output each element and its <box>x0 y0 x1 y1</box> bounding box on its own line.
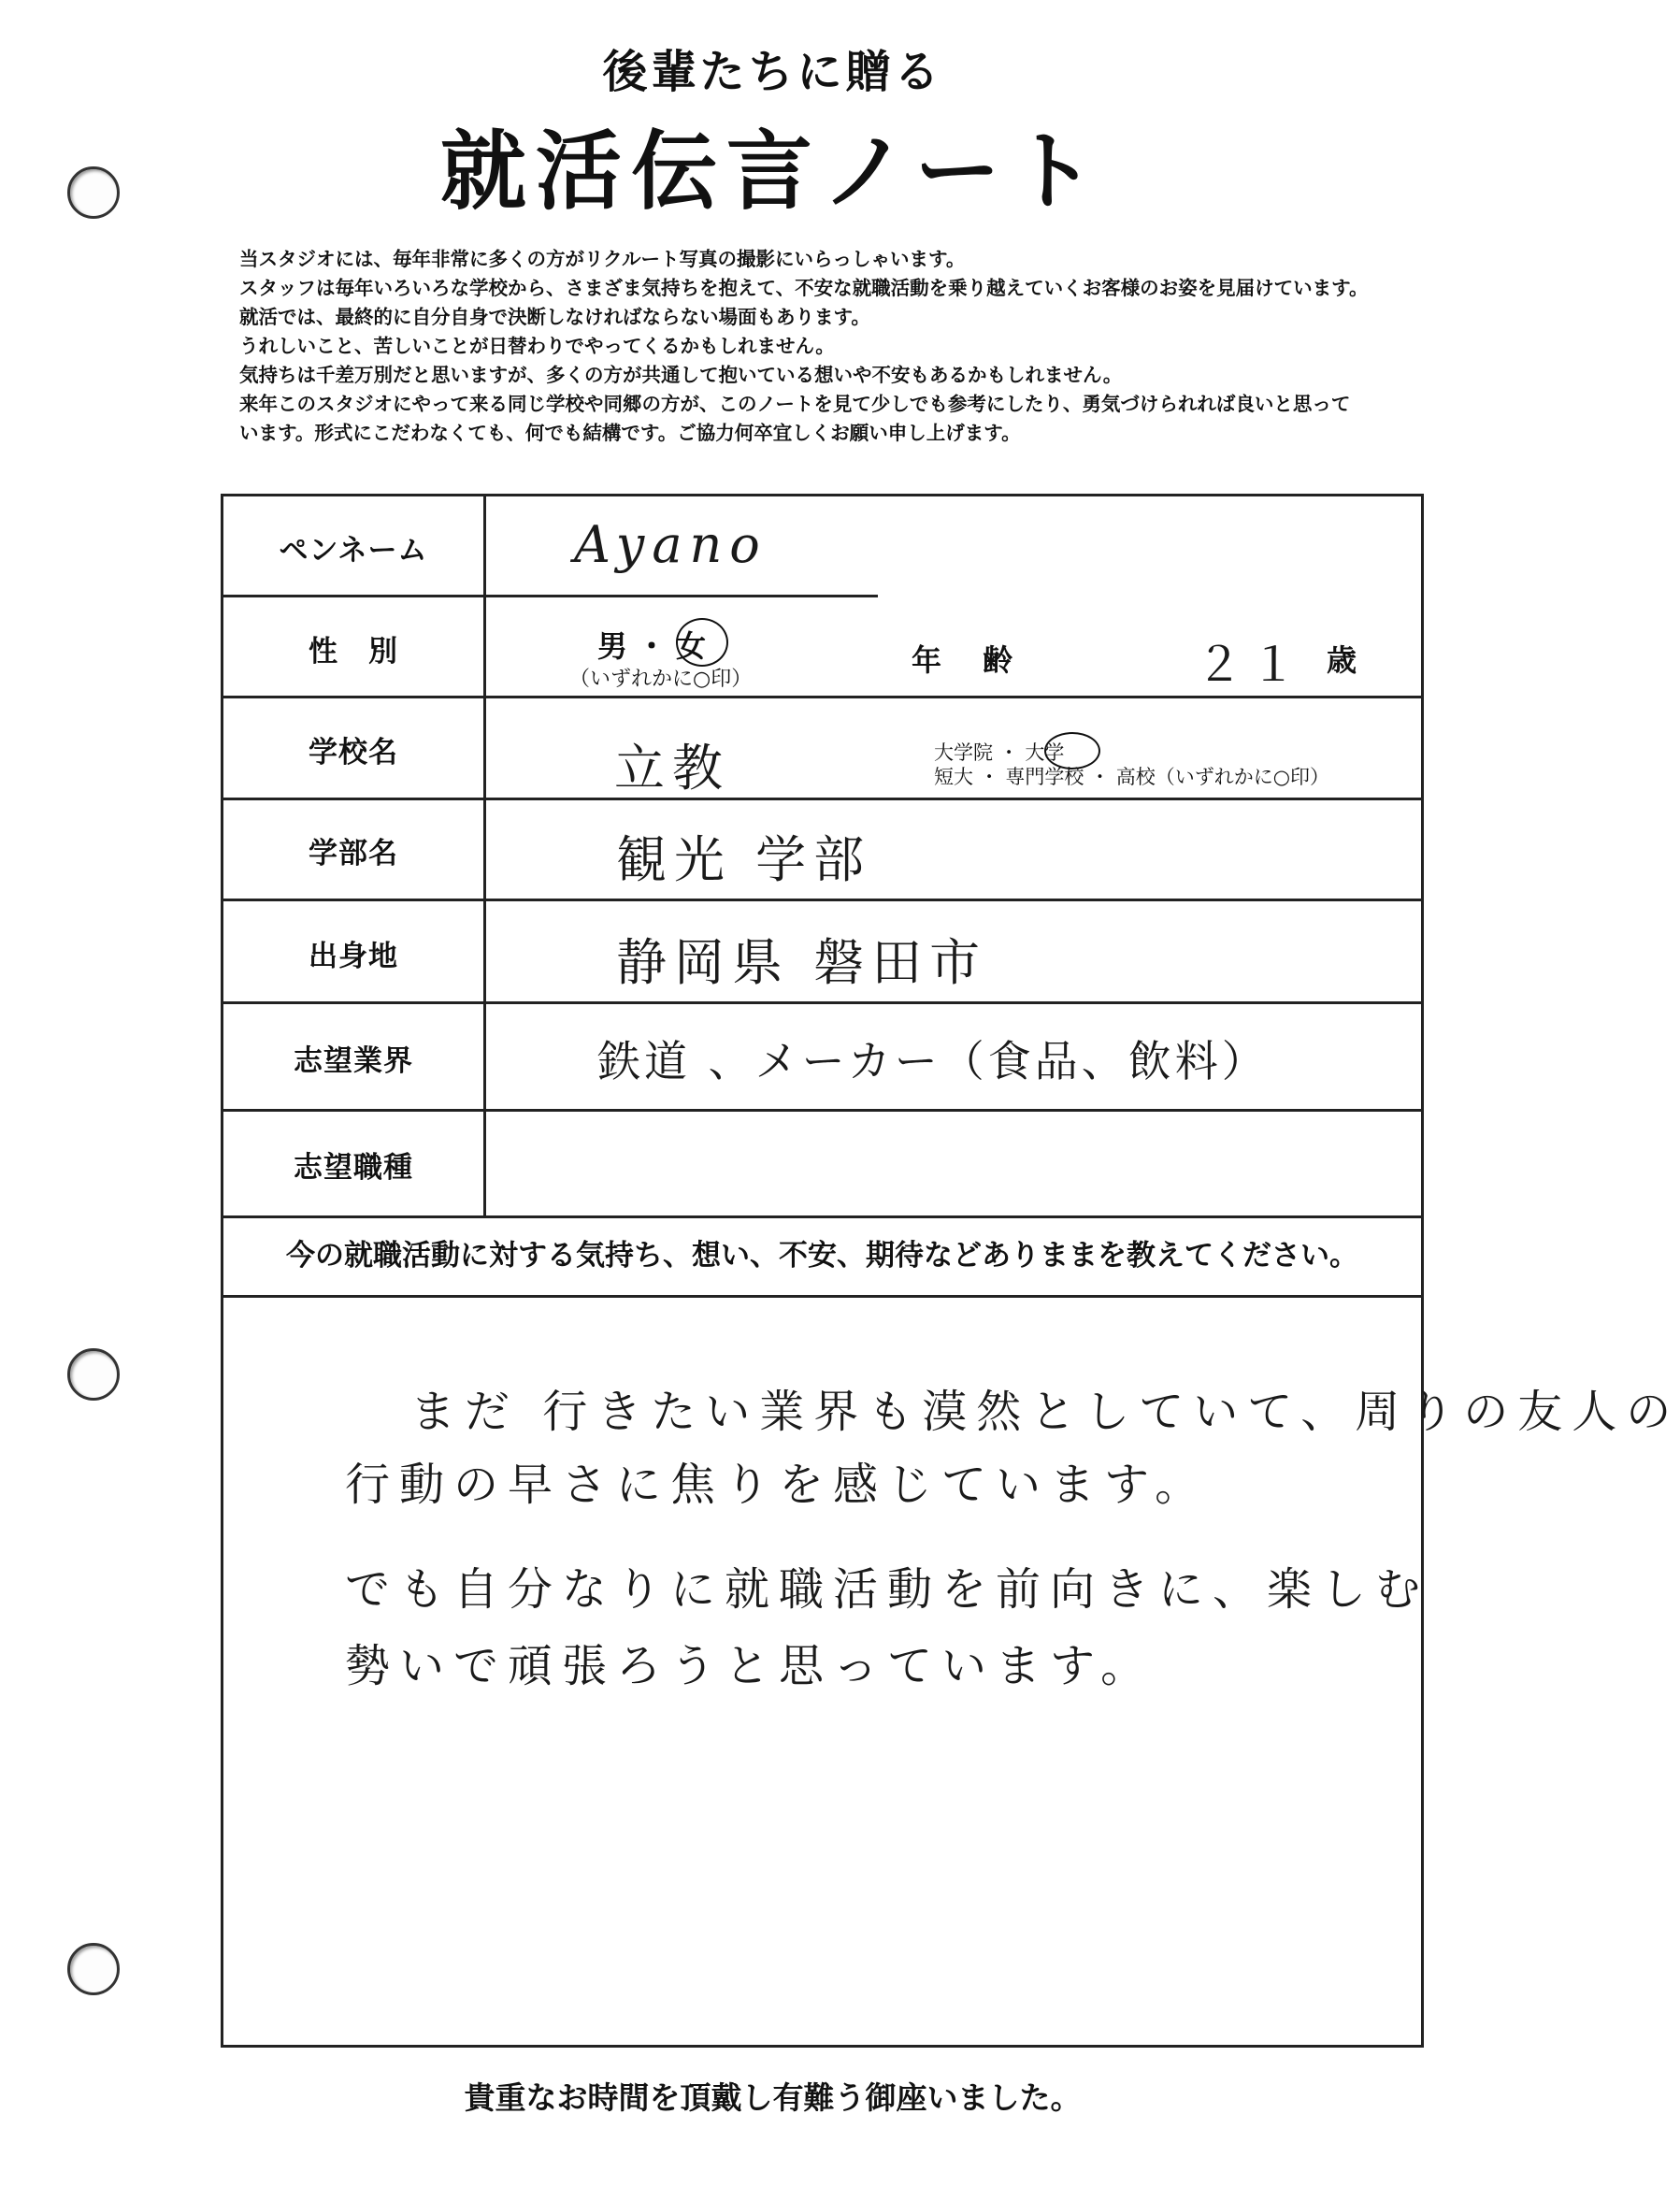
feelings-prompt: 今の就職活動に対する気持ち、想い、不安、期待などありままを教えてください。 <box>286 1239 1358 1273</box>
binder-hole-middle <box>67 1348 120 1401</box>
row-divider <box>223 1215 1421 1218</box>
row-divider <box>223 595 878 597</box>
pen-name-label: ペンネーム <box>279 534 428 568</box>
feelings-line[interactable]: まだ 行きたい業界も漠然としていて、周りの友人の <box>410 1386 1680 1438</box>
hometown-value[interactable]: 静岡県 磐田市 <box>616 933 988 992</box>
message-form <box>221 494 1680 2048</box>
school-types-line2: 短大 ・ 専門学校 ・ 高校（いずれかに○印） <box>934 766 1330 788</box>
age-label: 年 齢 <box>912 642 1019 678</box>
intro-line: います。形式にこだわなくても、何でも結構です。ご協力何卒宜しくお願い申し上げます。 <box>239 422 1021 444</box>
row-divider <box>223 798 1421 800</box>
industry-label: 志望業界 <box>294 1044 413 1078</box>
gender-note: （いずれかに○印） <box>569 668 753 691</box>
age-unit: 歳 <box>1327 642 1357 678</box>
industry-value[interactable]: 鉄道 、メーカー（食品、飲料） <box>597 1036 1269 1086</box>
binder-hole-bottom <box>67 1943 120 1995</box>
intro-line: 就活では、最終的に自分自身で決断しなければならない場面もあります。 <box>239 306 870 328</box>
feelings-line[interactable]: 勢いで頑張ろうと思っています。 <box>345 1640 1156 1692</box>
footer-thanks: 貴重なお時間を頂戴し有難う御座いました。 <box>464 2079 1082 2116</box>
job-type-label: 志望職種 <box>294 1151 413 1185</box>
gender-selection-circle <box>676 618 728 667</box>
feelings-line[interactable]: でも自分なりに就職活動を前向きに、楽しむ <box>345 1563 1430 1616</box>
school-value[interactable]: 立教 <box>614 739 730 798</box>
age-value[interactable]: ２１ <box>1196 638 1304 692</box>
school-types-line1: 大学院 ・ 大学 <box>934 741 1065 764</box>
gender-options: 男・女 <box>597 628 716 664</box>
hometown-label: 出身地 <box>309 940 398 973</box>
feelings-line[interactable]: 行動の早さに焦りを感じています。 <box>345 1459 1210 1511</box>
gender-label: 性 別 <box>309 635 398 669</box>
intro-line: うれしいこと、苦しいことが日替わりでやってくるかもしれません。 <box>239 335 835 357</box>
intro-line: スタッフは毎年いろいろな学校から、さまざま気持ちを抱えて、不安な就職活動を乗り越えていくお客様のお姿を見届けています。 <box>239 277 1369 299</box>
row-divider <box>223 1295 1421 1298</box>
row-divider <box>223 899 1421 901</box>
row-divider <box>223 1109 1421 1112</box>
pen-name-value[interactable]: Ayano <box>574 515 768 574</box>
school-label: 学校名 <box>309 736 398 769</box>
intro-line: 来年このスタジオにやって来る同じ学校や同郷の方が、このノートを見て少しでも参考にしたり、勇気づけられれば良いと思って <box>239 393 1351 415</box>
row-divider <box>223 696 1421 698</box>
row-divider <box>223 1001 1421 1004</box>
intro-text <box>239 245 1511 448</box>
intro-line: 気持ちは千差万別だと思いますが、多くの方が共通して抱いている想いや不安もあるかもしれません。 <box>239 364 1123 386</box>
intro-line: 当スタジオには、毎年非常に多くの方がリクルート写真の撮影にいらっしゃいます。 <box>239 248 966 270</box>
page-subtitle: 後輩たちに贈る <box>602 46 943 98</box>
faculty-value[interactable]: 観光 学部 <box>616 830 872 889</box>
page-title: 就活伝言ノート <box>439 122 1106 222</box>
faculty-label: 学部名 <box>309 837 398 870</box>
